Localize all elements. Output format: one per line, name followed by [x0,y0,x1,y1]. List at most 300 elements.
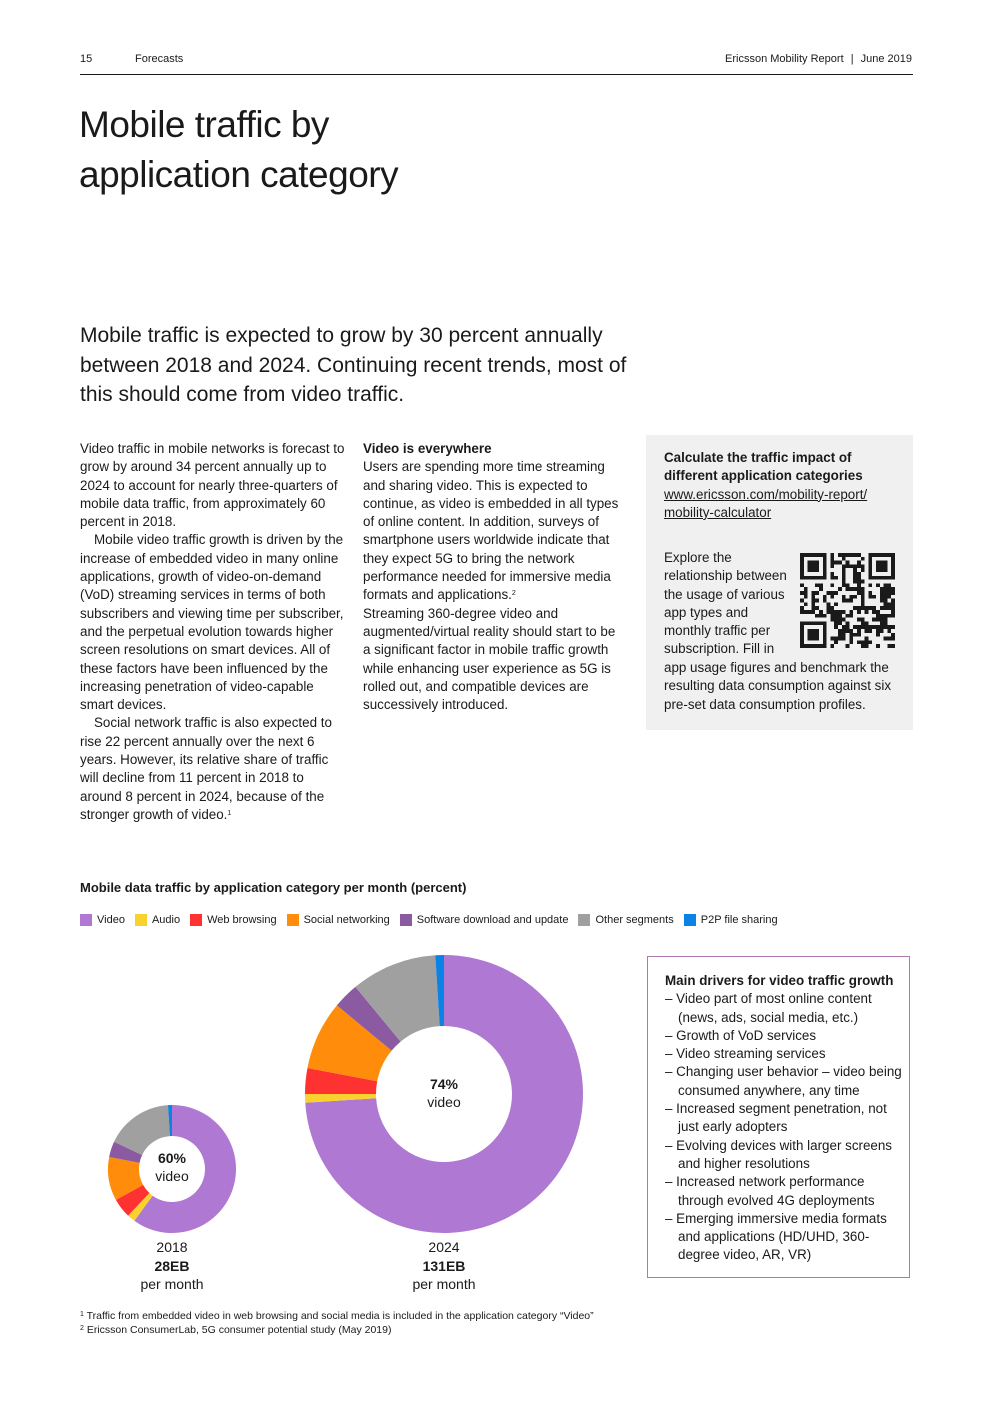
qr-module [865,629,869,633]
qr-module [811,591,815,595]
page-number: 15 [80,53,93,65]
qr-module [891,614,895,618]
qr-module [834,640,838,644]
qr-module [842,572,846,576]
qr-module [834,610,838,614]
drivers-list [665,990,905,1264]
qr-module [887,595,891,599]
qr-module [891,644,895,648]
qr-module [830,572,834,576]
qr-module [846,561,850,565]
chart-title: Mobile data traffic by application category per month (percent) [80,880,467,895]
calculator-link-line-2[interactable]: mobility-calculator [664,504,772,520]
col2-paragraph-1 [363,458,625,604]
donut-2024-center-value: 74% [429,1076,459,1092]
qr-module [884,602,888,606]
qr-module [861,640,865,644]
qr-module [800,606,804,610]
drivers-content [665,972,905,1265]
qr-module [800,583,804,587]
legend-swatch [684,914,696,926]
qr-module [842,553,846,557]
qr-module [815,599,819,603]
qr-module [842,610,846,614]
qr-module [865,644,869,648]
qr-module [838,629,842,633]
qr-module [846,553,850,557]
qr-module [868,625,872,629]
publication-date: June 2019 [860,53,912,65]
qr-module [800,553,827,557]
qr-module [842,595,846,599]
header-divider [80,74,913,75]
qr-module [884,637,888,641]
qr-module [842,580,846,584]
donut-2018-unit: per month [140,1276,204,1292]
qr-module [842,576,846,580]
qr-module [887,587,891,591]
qr-module [876,629,880,633]
legend-label: Audio [151,914,181,926]
qr-module [861,564,865,568]
qr-module [830,561,834,565]
qr-module [887,606,891,610]
qr-module [880,618,884,622]
calculator-title: Calculate the traffic impact of different application categories [664,450,863,484]
qr-module [849,595,853,599]
qr-module [830,583,834,587]
qr-module [861,568,865,572]
qr-module [853,625,857,629]
qr-module [872,595,876,599]
qr-module [842,564,846,568]
qr-module [804,587,808,591]
qr-module [853,576,857,580]
qr-module [800,644,827,648]
qr-module [834,591,838,595]
donut-2024-center [384,1075,504,1112]
qr-module [830,644,834,648]
qr-module [861,580,865,584]
qr-module [804,595,808,599]
qr-module [800,599,804,603]
qr-module [834,602,838,606]
qr-module [861,599,865,603]
qr-module [800,553,804,580]
qr-module [891,599,895,603]
qr-module [853,606,857,610]
publication-header [725,53,912,65]
drivers-item: – Increased segment penetration, not just early adopters [665,1100,905,1137]
qr-module [808,561,819,572]
qr-module [861,644,865,648]
qr-module [811,602,815,606]
col1-paragraph-3 [80,714,348,824]
qr-module [849,553,853,557]
qr-module [891,587,895,591]
explore-line: the usage of various [664,586,785,602]
qr-module [823,595,827,599]
qr-module [849,637,853,641]
qr-module [880,625,884,629]
qr-module [838,621,842,625]
qr-module [849,633,853,637]
qr-module [887,583,891,587]
qr-module [887,614,891,618]
qr-module [830,618,834,622]
qr-module [884,595,888,599]
qr-module [887,625,891,629]
legend-label: Software download and update [416,914,569,926]
qr-module [842,583,846,587]
qr-module [846,614,850,618]
qr-module [804,610,808,614]
qr-module [857,587,861,591]
chart-legend [80,914,788,926]
qr-module [861,602,865,606]
qr-module [827,610,831,614]
qr-module [838,587,842,591]
qr-module [876,633,880,637]
donut-2024-year: 2024 [428,1239,460,1255]
donut-charts [0,940,640,1260]
page-title [79,100,579,200]
qr-module [834,621,838,625]
qr-module [872,610,876,614]
qr-module [853,568,857,572]
qr-module [872,618,876,622]
footnote-ref-2[interactable]: 2 [511,590,516,598]
legend-item [287,914,390,926]
qr-module [865,610,869,614]
legend-swatch [80,914,92,926]
qr-module [842,633,846,637]
qr-module [868,553,895,557]
qr-module [887,629,891,633]
qr-module [884,606,888,610]
qr-module [800,610,804,614]
title-line-1: Mobile traffic by [79,104,329,145]
qr-module [880,629,884,633]
qr-module [868,591,872,595]
drivers-item: – Growth of VoD services [665,1027,905,1045]
section-name: Forecasts [135,53,184,65]
qr-module [849,614,853,618]
qr-module [815,606,819,610]
donut-2024-unit: per month [412,1276,476,1292]
header-separator: | [850,53,854,65]
qr-module [884,621,888,625]
legend-item [190,914,277,926]
qr-module [876,583,880,587]
qr-module [884,618,888,622]
drivers-title: Main drivers for video traffic growth [665,973,894,988]
qr-module [834,625,838,629]
qr-module [891,602,895,606]
drivers-item: – Increased network performance through evolved 4G deployments [665,1173,905,1210]
qr-module [865,640,869,644]
qr-module [846,583,850,587]
qr-module [838,553,842,557]
qr-module [857,561,861,565]
qr-module [865,637,869,641]
qr-module [868,640,872,644]
qr-module [857,572,861,576]
qr-module [891,606,895,610]
qr-module [819,610,823,614]
qr-module [819,583,823,587]
explore-line: relationship between [664,568,787,584]
qr-module [861,587,865,591]
qr-module [815,583,819,587]
qr-module [853,595,857,599]
qr-module [823,614,827,618]
qr-module [830,557,834,561]
donut-2024-caption [384,1238,504,1294]
qr-module [865,625,869,629]
qr-module [880,621,884,625]
legend-item [684,914,778,926]
qr-module [861,618,865,622]
qr-module [842,625,846,629]
qr-module [819,614,823,618]
qr-module [868,595,872,599]
donut-2018-total: 28EB [154,1257,190,1274]
legend-swatch [578,914,590,926]
legend-label: Other segments [595,914,674,926]
qr-module [838,637,842,641]
calculator-box [646,435,913,730]
body-column-1 [80,440,348,824]
col2-paragraph-2: Streaming 360-degree video and augmented/virtual reality should start to be a significant factor in mobile traffic growth while enhancing user experience as 5G is rolled out, and compatible devices are successively introduced. [363,605,616,713]
qr-module [819,587,823,591]
explore-line: subscription. Fill in [664,641,775,657]
qr-module [838,618,842,622]
qr-module [811,610,815,614]
qr-module [853,572,857,576]
qr-module [872,606,876,610]
qr-module [853,580,857,584]
body-column-2 [363,440,625,714]
qr-module [811,599,815,603]
qr-module [861,625,865,629]
qr-module [846,625,850,629]
col1-paragraph-1: Video traffic in mobile networks is forecast to grow by around 34 percent annually up to 2024 to account for nearly three-quarters of mobile data traffic, from approximately 60 percent in 2018. [80,441,345,530]
qr-module [857,633,861,637]
qr-module [857,580,861,584]
qr-module [868,583,872,587]
qr-module [876,618,880,622]
donut-2024-total: 131EB [422,1257,466,1274]
qr-module [800,591,804,595]
qr-module [815,614,819,618]
qr-module [880,591,884,595]
qr-module [842,637,846,641]
qr-module [842,557,846,561]
calculator-header [664,449,900,522]
col1-paragraph-2: Mobile video traffic growth is driven by the increase of embedded video in many online applications, growth of video-on-demand (VoD) streaming services in terms of both subscribers and viewing time per subscriber, and the perpetual evolution towards higher screen resolutions on smart devices. All of these factors have been influenced by the increasing penetration of video-capable smart devices. [80,532,344,713]
qr-module [857,606,861,610]
qr-module [842,568,846,572]
explore-line: monthly traffic per [664,623,771,639]
qr-module [861,591,865,595]
qr-module [884,599,888,603]
donut-2018-year: 2018 [156,1239,188,1255]
drivers-item: – Video streaming services [665,1045,905,1063]
qr-module [857,564,861,568]
qr-module [804,591,808,595]
footnote-2-marker: 2 [80,1325,84,1332]
qr-module [830,614,834,618]
qr-module [830,595,834,599]
qr-module [849,629,853,633]
qr-module [876,614,880,618]
qr-module [861,621,865,625]
qr-module [868,553,872,580]
qr-module [865,606,869,610]
qr-module [830,637,834,641]
qr-module [838,561,842,565]
qr-module [830,606,834,610]
qr-module [849,599,853,603]
qr-code-icon[interactable] [800,553,895,648]
qr-module [884,587,888,591]
footnote-2-text: Ericsson ConsumerLab, 5G consumer potential study (May 2019) [86,1324,392,1336]
legend-label: Video [97,914,125,926]
legend-item [400,914,569,926]
qr-module [891,591,895,595]
qr-module [876,610,880,614]
qr-module [830,553,834,557]
qr-module [842,618,846,622]
qr-module [861,595,865,599]
title-line-2: application category [79,154,399,195]
legend-swatch [287,914,299,926]
qr-module [876,644,880,648]
qr-module [876,625,880,629]
qr-module [800,621,827,625]
donut-2018-center-label: video [155,1168,189,1185]
footnote-1-marker: 1 [80,1311,84,1318]
drivers-item: – Emerging immersive media formats and applications (HD/UHD, 360-degree video, AR, VR) [665,1210,905,1265]
qr-module [849,587,853,591]
qr-module [861,557,865,561]
qr-module [842,629,846,633]
qr-module [834,614,838,618]
qr-module [823,553,827,580]
calculator-description: app usage figures and benchmark the resulting data consumption against six pre-set data consumption profiles. [664,660,892,712]
footnote-1 [80,1309,594,1323]
donut-2024-center-label: video [427,1094,461,1111]
qr-module [846,564,850,568]
calculator-link[interactable] [664,486,900,523]
qr-module [834,561,838,565]
qr-module [868,576,895,580]
qr-module [853,564,857,568]
legend-item [80,914,125,926]
qr-module [808,629,819,640]
qr-module [887,637,891,641]
qr-module [884,591,888,595]
qr-module [857,583,861,587]
qr-module [811,595,815,599]
qr-module [880,599,884,603]
qr-module [838,633,842,637]
lead-paragraph: Mobile traffic is expected to grow by 30 percent annually between 2018 and 2024. Continuing recent trends, most of this should come from video traffic. [80,324,627,406]
qr-module [838,610,842,614]
qr-module [853,553,857,557]
qr-module [827,591,831,595]
qr-module [857,640,861,644]
qr-module [880,606,884,610]
qr-module [830,591,834,595]
drivers-box [647,956,910,1278]
qr-module [849,640,853,644]
qr-module [834,576,838,580]
legend-item [135,914,180,926]
footnote-1-text: Traffic from embedded video in web browsing and social media is included in the application category “Video” [86,1310,594,1322]
qr-module [857,629,861,633]
qr-module [830,610,834,614]
qr-module [887,644,891,648]
footnote-ref-1[interactable]: 1 [227,809,232,817]
qr-module [849,610,853,614]
qr-module [808,610,812,614]
qr-module [891,637,895,641]
explore-line: app types and [664,604,749,620]
drivers-item: – Evolving devices with larger screens and higher resolutions [665,1137,905,1174]
qr-module [838,614,842,618]
legend-label: P2P file sharing [700,914,778,926]
qr-module [884,583,888,587]
qr-module [857,553,861,557]
calculator-link-line-1[interactable]: www.ericsson.com/mobility-report/ [664,486,868,502]
qr-module [823,599,827,603]
qr-module [846,629,850,633]
col2-heading: Video is everywhere [363,441,492,456]
drivers-item: – Video part of most online content (news, ads, social media, etc.) [665,990,905,1027]
qr-module [857,576,861,580]
qr-module [880,595,884,599]
qr-module [857,610,861,614]
qr-module [815,591,819,595]
qr-module [830,564,834,568]
explore-line: Explore the [664,550,732,565]
qr-module [800,576,827,580]
qr-module [857,591,861,595]
qr-module [872,625,876,629]
qr-module [891,553,895,580]
qr-module [800,621,804,648]
qr-module [865,621,869,625]
qr-module [827,606,831,610]
legend-swatch [400,914,412,926]
qr-module [884,614,888,618]
qr-module [887,591,891,595]
qr-module [849,564,853,568]
donut-2018-center-value: 60% [157,1150,187,1166]
qr-module [846,599,850,603]
qr-module [891,633,895,637]
qr-module [853,633,857,637]
legend-item [578,914,673,926]
qr-module [891,625,895,629]
qr-module [811,606,815,610]
col1-paragraph-3-text: Social network traffic is also expected to rise 22 percent annually over the next 6 years. However, its relative share of traffic will decline from 11 percent in 2018 to around 8 percent in 2024, because of the stronger growth of video. [80,715,332,822]
qr-module [857,625,861,629]
qr-module [834,618,838,622]
qr-module [846,587,850,591]
